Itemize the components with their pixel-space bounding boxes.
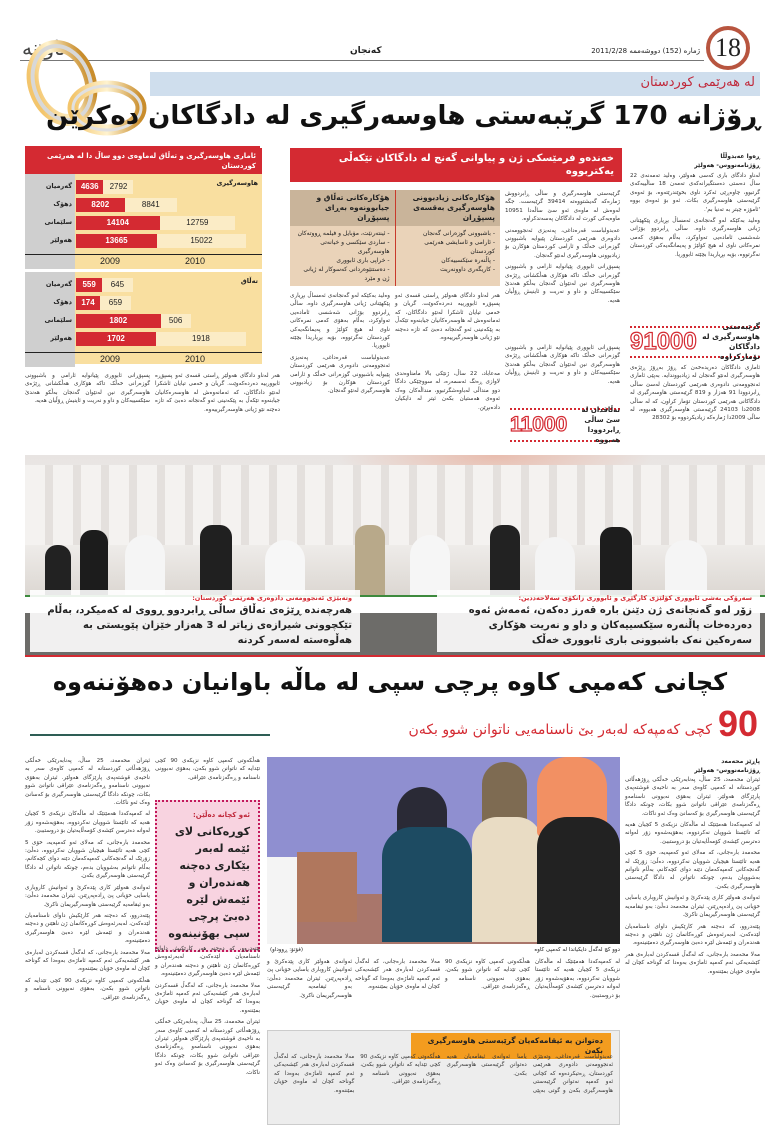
bar-2010: 659 <box>100 296 131 310</box>
story2-col-g: ئیتران محەمەد، 25 ساڵ، پەنابەرێکی خەڵکی ڕۆژهەڵاتی کوردستانە لە کەمپی کاوەی سەر بە ناحیەی قوشتەپەی پارێزگای هەولێر. ئیتران بەهۆی نەبوونی ناسنامەو ڕەگەزنامەی عێراقی ناتوانێ شوو بکات، چونکە دادگا گرێبەستی هاوسەرگیری بۆ کەسانێ وەک ئەو ناکات. لە کەمپەکەدا هەمێنێک لە ماڵەکان نزیکەی 5 کچیان هەیە کە تائێستا شوویان نەکردووە، بەهۆیەشەوە زۆر لەوانە دەترسن کێشەی کۆمەڵایەتیان بۆ دروستببێ. محەمەد بارەجانی، کە مەلای ئەو کەمپەیە، خۆی 5 کچی هەیە تائێستا هیچیان شوویان نەکردووە، دەڵێ: زۆرێک لە گەنجەکانی کەمپەکەمان دێنە دوای کچەکانم، بەڵام ناتوانم بەشوویان بدەم، چونکە ناتوانن لە دادگا گرێبەستی هاوسەرگیری بکەن. ئەوانەی هەولێر کاری پێدەکرێ و ئەوانیش کاروباری یاسایی خۆیانی پێ ڕادەپەڕێنن. ئیتران محەمەد دەڵێ: بەو ئیقامەیە گرێبەستی هاوسەرگیریمان ناکرێ. پێتەدروو، کە دەچنە هەر کارێکیش داوای ناسنامەیان لێدەکەن، لەبەرئەوەش کوڕەکانمان ژن ناهێنن و دەچنە هەندەران و ئێمەش لێرە دەبێ هاوسەرگیری دەمێنینەوە. مەلا محەمەد بارەجانی، کە لەگەڵ قسەکردن لەبارەی هەر کێشەیەکی ئەم کەمپە ئاماژەی بەوەدا کە گوناحە کچان لە ماوەی خۆیان بمێننەوە. هەڵکەوتی کەمپی کاوە نزیکەی 90 کچی تێدایە کە ناتوانن شوو بکەن، بەهۆی نەبوونی ناسنامە و ڕەگەزنامەی عێراقی. <box>25 758 151 1001</box>
info-box-title: دەتوانن بە ئیقامەکەیان گرێبەستی هاوسەرگیری بکەن <box>411 1033 611 1059</box>
cause-item: - ئینتەرنێت، مۆبایل و فیلمە ڕووتەکان <box>297 230 390 237</box>
cause-item: - خراپی باری ئابووری <box>336 257 390 264</box>
cause-item: - باشبوونی گوزەرانی گەنجان <box>423 230 495 237</box>
category-label: گەرمیان <box>45 280 72 288</box>
axis-year-label: 2009 <box>100 256 121 266</box>
box-title: هۆکارەکانی زیادبوونی هاوسەرگیری بەقسەی پسپۆڕان <box>396 190 501 226</box>
bar-2010: 645 <box>102 278 132 292</box>
story1-col-a: گرێبەستی هاوسەرگیری و ساڵی ڕابردووش ژمارەکە گەیشتووەتە 39414 گرێبەست. جگە لەوەش لە ماوەی ئەو سێ ساڵەدا 10951 ماوەیەکی کورت لە دادگاکان پەسەندکراوە. عەبدولباست قەرەداغی، پەنەیزی ئەنجوومەنی دادوەری هەرێمی کوردستان پێیوایە باشبوونی گوزەرانی خەڵک و ئارامی کوردستان هۆکارن بۆ زیادبوونی هاوسەرگیری لەنێو گەنجان. پسپۆڕانی ئابووری پێیانوایە ئارامی و باشبوونی گوزەرانی خەڵک تاکە هۆکاری هەڵکشانی ڕێژەی هاوسەرگیری نین لەنێوان گەنجان بەڵکو هەندێ سێکسییەکان و داو و نەریت و ئاینیش ڕۆڵیان هەیە. <box>505 191 620 304</box>
divider <box>25 655 765 657</box>
axis-year-label: 2010 <box>185 354 206 364</box>
story2-col-b: هەڵکەوتی کەمپی کاوە نزیکەی 90 کچی تێدایە کە ناتوانن شوو بکەن، بەهۆی نەبوونی ناسنامە و ڕەگەزنامەی عێراقی. <box>445 959 530 991</box>
info-box <box>267 1030 620 1125</box>
chart-title: ئاماری هاوسەرگیری و تەڵاق لەماوەی دوو ساڵ دا لە هەرێمی کوردستان <box>25 148 262 174</box>
photo-caption: دوو کچ لەگەڵ دایکیاندا لە کەمپی کاوە <box>534 947 620 953</box>
chart-label: هاوسەرگیری <box>216 179 258 187</box>
story1-subhead: خەندەو فرمێسکی ژن و پیاوانی گەنج لە دادگاکان تێکەڵی یەکتربووە <box>290 148 622 182</box>
quote-box: ئەو کچانە دەڵێن: کوڕەکانی لای ئێمە لەبەر بێکاری دەچنە هەندەران و ئێمەش لێرە دەبێ پرچی سپی بهۆنینەوە <box>155 800 260 952</box>
stats-paragraph: ئاماری دادگاکان دەریدەخەن کە ڕۆژ بەڕۆژ ڕێژەی هاوسەرگیری لەنێو گەنجان لە زیادبووندایە. بەپێی ئاماری ئەنجوومەنی دادوەری هەرێمی کوردستان لەسێ ساڵی ڕابردوودا 91 هەزار و 819 گرێبەستی هاوسەرگیری لە دادگاکانی هەرێمی کوردستان تۆمار کراون، کە لە ساڵی 2008دا 24103 گرێبەستی هاوسەرگیری هەبووە، لە ساڵی 2009دا ژمارەکە زیادیکردووە بۆ 28302 <box>630 365 760 422</box>
bar-2010: 506 <box>161 314 191 328</box>
story1-col-e: هەر لەناو دادگای هەولێر ڕاستی قسەی ئەو پسپۆڕە ئابوورییە دەردەکەوێت. گریان و خەمی تیایان ئاشکرا لەنێو دادگاکان، کە ئەمانەوەش لە هاوسەرەکانیان جیابنەوە تێکەڵ بە پێکەنینی ئەو گەنجانە دەبێ کە تازە دەچنە نێو ژیانی هاوسەرگیرییەوە. <box>155 373 280 413</box>
page-number: 18 <box>706 26 750 70</box>
story1-col-d: پسپۆڕانی ئابووری پێیانوایە ئارامی و باشبوونی گوزەرانی خەڵک تاکە هۆکاری هەڵکشانی ڕێژەی هاوسەرگیری نین لەنێوان گەنجان بەڵکو هەندێ سێکسییەکان و داو و نەریت و ئاینیش ڕۆڵیان هەیە. <box>25 373 150 405</box>
bar-2009: 1802 <box>76 314 161 328</box>
story2-headline: کچانی کەمپی کاوە پرچی سپی لە ماڵە باوانیان دەهۆننەوە <box>52 668 728 696</box>
story2-col-f: پێتەدروو، کە دەچنە هەر کارێکیش داوای ناسنامەیان لێدەکەن، لەبەرئەوەش کوڕەکانمان ژن ناهێنن و دەچنە هەندەران و ئێمەش لێرە دەبێ هاوسەرگیری دەمێنینەوە. مەلا محەمەد بارەجانی، کە لەگەڵ قسەکردن لەبارەی هەر کێشەیەکی ئەم کەمپە ئاماژەی بەوەدا کە گوناحە کچان لە ماوەی خۆیان بمێننەوە. ئیتران محەمەد، 25 ساڵ، پەنابەرێکی خەڵکی ڕۆژهەڵاتی کوردستانە لە کەمپی کاوەی سەر بە ناحیەی قوشتەپەی پارێزگای هەولێر. ئیتران بەهۆی نەبوونی ناسنامەو ڕەگەزنامەی عێراقی ناتوانێ شوو بکات، چونکە دادگا گرێبەستی هاوسەرگیری بۆ کەسانێ وەک ئەو ناکات. <box>155 946 261 1076</box>
chart-label: تەڵاق <box>240 277 258 285</box>
info-box-text: عەبدولباست قەرەداغی، وتەبێژی ئەنجوومەنی دادوەری هەرێمی کوردستان، ڕەتیکردەوە کە کچانی ئەو کەمپە نەتوانن گرێبەستی هاوسەرگیری بکەن و گوتی بەپێی یاسا ئەوانەی ئیقامەیان هەیە دەتوانن گرێبەستی هاوسەرگیری بکەن. هەڵکەوتی کەمپی کاوە نزیکەی 90 کچی تێدایە کە ناتوانن شوو بکەن، بەهۆی نەبوونی ناسنامە و ڕەگەزنامەی عێراقی. مەلا محەمەد بارەجانی، کە لەگەڵ قسەکردن لەبارەی هەر کێشەیەکی ئەم کەمپە ئاماژەی بەوەدا کە گوناحە کچان لە ماوەی خۆیان بمێننەوە. <box>274 1054 613 1094</box>
cause-item: - دەستتێوەردانی کەسوکار لە ژیانی ژن و مێرد <box>303 266 390 282</box>
main-headline: ڕۆژانە 170 گرێبەستی هاوسەرگیری لە دادگاکان دەکرێن <box>45 101 760 131</box>
divider <box>30 734 270 736</box>
category-label: هەولێر <box>50 236 72 244</box>
axis-year-label: 2009 <box>100 354 121 364</box>
bar-2009: 8202 <box>76 198 125 212</box>
bar-2009: 4636 <box>76 180 103 194</box>
chart-panel <box>25 269 262 364</box>
box-title: هۆکارەکانی تەڵاق و جیابوونەوە بەڕای پسپۆڕان <box>290 190 395 226</box>
x-axis <box>25 352 262 353</box>
story1-col-b: هەر لەناو دادگای هەولێر ڕاستی قسەی ئەو پسپۆڕە ئابوورییە دەردەکەوێت. گریان و خەمی تیایان ئاشکرا لەنێو دادگاکان، کە ئەمانەوەش لە هاوسەرەکانیان جیابنەوە تێکەڵ بە پێکەنینی ئەو گەنجانە دەبێ کە تازە دەچنە نێو ژیانی هاوسەرگیرییەوە. <box>395 293 500 342</box>
axis-year-label: 2010 <box>185 256 206 266</box>
cause-item: - کاریگەری داوونەریت <box>440 266 495 273</box>
category-label: سلێمانی <box>44 316 72 324</box>
story2-col-a: لە کەمپەکەدا هەمێنێک لە ماڵەکان نزیکەی 5 کچیان هەیە کە تائێستا شوویان نەکردووە، بەهۆیەشەوە زۆر لەوانە دەترسن کێشەی کۆمەڵایەتیان بۆ دروستببێ. <box>535 959 620 999</box>
bar-2010: 8841 <box>125 198 177 212</box>
story1-col-c: وەلید بەکێکە لەو گەنجانەی ئەمساڵ بڕیاری پێکهێنانی ژیانی هاوسەرگیری داوە. ساڵی ڕابردوو بۆژانی شەشسی ئامادەیی تەواوکرد، بەڵام بەهۆی کەمی نمرەکانی ناوی لە هیچ کۆلێژ و پەیمانگەیەکی کوردستان نەگرتووە، بۆیە بڕیاریدا بچێتە ئابووریا. عەبدولباست قەرەداغی، پەنەیزی ئەنجوومەنی دادوەری هەرێمی کوردستان پێیوایە باشبوونی گوزەرانی خەڵک و ئارامی کوردستان هۆکارن بۆ زیادبوونی هاوسەرگیری لەنێو گەنجان. <box>290 293 390 395</box>
story2-col-e: هەڵکەوتی کەمپی کاوە نزیکەی 90 کچی تێدایە کە ناتوانن شوو بکەن، بەهۆی نەبوونی ناسنامە و ڕەگەزنامەی عێراقی. <box>155 758 261 781</box>
bar-2010: 2792 <box>103 180 133 194</box>
story1-col-f: مەعاباد، 22 ساڵ، ژنێکی بالا مامناوەندی لاوازی ڕەنگ ئەسمەرە، لە سووچێکی دادگا دوو منداڵی لەباوەشگرتبوو، منداڵەکان وەک ئەوەی هەستیان بکەن ئیتر لە دایکیان دادەبڕێن. <box>395 371 500 411</box>
byline: ڕەوا عەبدوڵڵا ڕۆژنامەنووس- هەولێر <box>694 153 760 169</box>
photo-credit: (فۆتۆ: ڕووداو) <box>270 947 304 953</box>
story1-intro: لەناو دادگای باری کەسی هەولێر، وەلید تەمەنەی 22 ساڵ دەستی دەستگیرانەکەی تەمەن 18 ساڵییەکەی گرتبوو، چاوەڕێی ئەکرد ناوی بخوێندرێتەوە، بۆ ئەوەی گرێبەستی هاوسەرگیری بکات. ئەو بۆ ئەوەی بووە 'ئامۆزە چیتر بە تەنیا بم'. وەلید بەکێکە لەو گەنجانەی ئەمساڵ بڕیاری پێکهێنانی ژیانی هاوسەرگیری داوە. ساڵی ڕابردوو بۆژانی شەشسی ئامادەیی تەواوکرد، بەڵام بەهۆی کەمی نمرەکانی ناوی لە هیچ کۆلێژ و پەیمانگەیەکی کوردستان نەگرتووە، بۆیە بڕیاریدا بچێتە ئابووریا. <box>630 173 761 258</box>
pull-quote-11000: تەڵاقدان لە سێ ساڵی ڕابردوودا هەبووە 11000 <box>510 406 620 444</box>
chart-panel <box>25 174 262 269</box>
camp-photo <box>267 757 620 944</box>
cause-item: - ئارامی و ئاسایشی هەرێمی کوردستان <box>424 239 495 255</box>
bar-2009: 1702 <box>76 332 156 346</box>
bar-2009: 559 <box>76 278 102 292</box>
stats-infographic <box>25 148 262 364</box>
section-band-label: لە هەرێمی کوردستان <box>640 75 755 90</box>
bar-2010: 15022 <box>157 234 246 248</box>
story2-col-c: مەلا محەمەد بارەجانی، کە لەگەڵ قسەکردن لەبارەی هەر کێشەیەکی ئەم کەمپە ئاماژەی بەوەدا کە گوناحە کچان لە ماوەی خۆیان بمێننەوە. <box>355 959 440 991</box>
category-label: دهۆک <box>53 298 72 306</box>
bar-2009: 14104 <box>76 216 160 230</box>
bar-2010: 1918 <box>156 332 246 346</box>
bar-2009: 174 <box>76 296 100 310</box>
x-axis <box>25 254 262 255</box>
byline: پاڕێز محەمەد ڕۆژنامەنووس- هەولێر <box>694 758 760 774</box>
issue-info: ژمارە (152) دووشەممە 2011/2/28 <box>591 47 700 55</box>
category-label: گەرمیان <box>45 182 72 190</box>
causes-box <box>290 190 500 286</box>
cause-item: - ساردی سێکسی و خیانەتی هاوسەرگیری <box>320 239 390 255</box>
photo-caption-left: وتەبێژی ئەنجوومەنی دادوەری هەرێمی کوردستان: هەرچەندە ڕێژەی تەڵاق ساڵی ڕابردوو ڕووی لە کەمیکرد، بەڵام تێکچوونی شیرازەی زیاتر لە 3 هەزار خێزان پێویستی بە هەڵوەستە لەسەر کردنە <box>30 590 360 652</box>
story2-col-right: ئیتران محەمەد، 25 ساڵ، پەنابەرێکی خەڵکی ڕۆژهەڵاتی کوردستانە لە کەمپی کاوەی سەر بە ناحیەی قوشتەپەی پارێزگای هەولێر. ئیتران بەهۆی نەبوونی ناسنامەو ڕەگەزنامەی عێراقی ناتوانێ شوو بکات، چونکە دادگا گرێبەستی هاوسەرگیری بۆ کەسانێ وەک ئەو ناکات. لە کەمپەکەدا هەمێنێک لە ماڵەکان نزیکەی 5 کچیان هەیە کە تائێستا شوویان نەکردووە، بەهۆیەشەوە زۆر لەوانە دەترسن کێشەی کۆمەڵایەتیان بۆ دروستببێ. محەمەد بارەجانی، کە مەلای ئەو کەمپەیە، خۆی 5 کچی هەیە تائێستا هیچیان شوویان نەکردووە، دەڵێ: زۆرێک لە گەنجەکانی کەمپەکەمان دێنە دوای کچەکانم، بەڵام ناتوانم بەشوویان بدەم، چونکە ناتوانن لە دادگا گرێبەستی هاوسەرگیری بکەن. ئەوانەی هەولێر کاری پێدەکرێ و ئەوانیش کاروباری یاسایی خۆیانی پێ ڕادەپەڕێنن. ئیتران محەمەد دەڵێ: بەو ئیقامەیە گرێبەستی هاوسەرگیریمان ناکرێ. پێتەدروو، کە دەچنە هەر کارێکیش داوای ناسنامەیان لێدەکەن، لەبەرئەوەش کوڕەکانمان ژن ناهێنن و دەچنە هەندەران و ئێمەش لێرە دەبێ هاوسەرگیری دەمێنینەوە. مەلا محەمەد بارەجانی، کە لەگەڵ قسەکردن لەبارەی هەر کێشەیەکی ئەم کەمپە ئاماژەی بەوەدا کە گوناحە کچان لە ماوەی خۆیان بمێننەوە. <box>625 777 760 975</box>
category-label: دهۆک <box>53 200 72 208</box>
cause-item: - پاڵنەرە سێکسییەکان <box>441 257 495 264</box>
story2-col-d: ئەوانەی هەولێر کاری پێدەکرێ و ئەوانیش کاروباری یاسایی خۆیانی پێ ڕادەپەڕێنن. ئیتران محەمەد دەڵێ: بەو ئیقامەیە گرێبەستی هاوسەرگیریمان ناکرێ. <box>267 959 352 999</box>
pull-quote-91000: گرێبەستی هاوسەرگیری لە دادگاکان تۆمارکراوە 91000 <box>630 322 760 361</box>
story2-subhead: 90 کچی کەمپەکە لەبەر بێ ناسنامەیی ناتوانن شوو بکەن <box>408 703 758 744</box>
newspaper-logo: ئاوێنە <box>22 38 66 60</box>
photo-caption-right: سەرۆکی بەشی ئابووری کۆلێژی کارگێڕی و ئابووری زانکۆی سەلاحەددین: زۆر لەو گەنجانەی ژن دێنن بارە قەرز دەکەن، ئەمەش ئەوە دەردەخات پاڵنەرە سێکسییەکان و داو و نەریت هۆکاری سەرەکین نەک باشبوونی باری ئابووری خەڵک <box>437 590 760 652</box>
section-name: کەنجان <box>350 46 382 56</box>
category-label: سلێمانی <box>44 218 72 226</box>
story1-col-g: پسپۆڕانی ئابووری پێیانوایە ئارامی و باشبوونی گوزەرانی خەڵک تاکە هۆکاری هەڵکشانی ڕێژەی هاوسەرگیری نین لەنێوان گەنجان بەڵکو هەندێ سێکسییەکان و داو و نەریت و ئاینیش ڕۆڵیان هەیە. <box>505 345 620 385</box>
bar-2009: 13665 <box>76 234 157 248</box>
bar-2010: 12759 <box>160 216 236 230</box>
category-label: هەولێر <box>50 334 72 342</box>
